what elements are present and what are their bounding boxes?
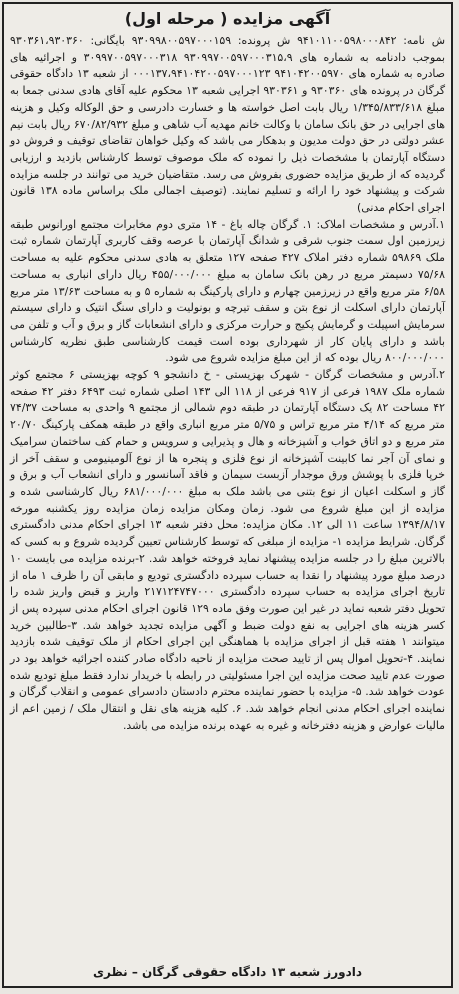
notice-body [10,33,445,735]
auction-notice [2,2,453,988]
notice-signature: دادورز شعبه ۱۳ دادگاه حقوقی گرگان – نظری [93,965,362,979]
notice-paragraph-intro: ش نامه: ۹۴۱۰۱۱۰۰۵۹۸۰۰۰۸۴۲ ش پرونده: ۹۳۰۹۹۸۰۰۵۹۷۰۰۰۱۵۹ بایگانی: ۹۳۰۳۶۱،۹۳۰۳۶۰ بموجب دادنامه به شماره های ۹۳۰۹۹۷۰۰۵۹۷۰۰۰۳۱۵،۹ ۳۰۹۹۷۰۰۵۹۷۰۰۰۳۱۸ و اجرائیه های صادره به شماره های ۹۴۱۰۴۲۰۰۵۹۷۰ ۰۰۰۱۳۷،۹۴۱۰۴۲۰۰۵۹۷۰۰۰۱۲۳ از شعبه ۱۳ دادگاه حقوقی گرگان در پرونده های ۹۳۰۳۶۰ و ۹۳۰۳۶۱ اجرایی شعبه ۱۳ محکوم علیه آقای هادی سدنی جمعا به مبلغ ۱/۳۴۵/۸۳۳/۶۱۸ ریال بابت اصل خواسته ها و خسارت دادرسی و حق الوکاله وکیل و هزینه های اجرایی در حق بانک سامان با وکالت خانم مهدیه آب شاهی و مبلغ ۶۷۰/۸۲/۹۳۲ ریال بابت نیم عشر دولتی در حق دولت مدیون و بدهکار می باشد که وکیل خواهان تقاضای توقیف و فروش دو دستگاه آپارتمان با مشخصات ذیل را نموده که ملک موصوف توسط کارشناس بازدید و ارزیابی گردیده که از طریق مزایده حضوری بفروش می رسد. متقاضیان خرید می توانند در جلسه مزایده شرکت و پیشنهاد خود را ارائه و تسلیم نمایند. (توصیف اجمالی ملک براساس ماده ۱۳۸ قانون اجرای احکام مدنی) [10,34,446,215]
notice-paragraph-property-1: ۱.آدرس و مشخصات املاک: ۱. گرگان چاله باغ - ۱۴ متری دوم مخابرات مجتمع اورانوس طبقه زیرزمین اول سمت جنوب شرقی و شدانگ آپارتمان با عرصه وقف کاربری آپارتمان شماره ثبت ملک ۵۹۸۶۹ شماره دفتر املاک ۴۲۷ صفحه ۱۲۷ متعلق به هادی سدنی محکوم علیه به مساحت ۷۵/۶۸ دسیمتر مربع در رهن بانک سامان به مبلغ ۴۵۵/۰۰۰/۰۰۰ ریال دارای انباری به مساحت ۶/۵۸ متر مربع واقع در زیرزمین چهارم و دارای پارکینگ به شماره ۵ و به مساحت ۱۳/۶۳ متر مربع آپارتمان دارای اسکلت از نوع بتن و سقف تیرچه و بونولیت و دارای سنگ انتیک و دارای سیستم سرمایش اسپیلت و گرمایش پکیج و حرارت مرکزی و دارای انشعابات گاز و برق و آب و تلفن می باشد و دارای پایان کار از شهرداری بوده است قیمت کارشناسی طبق نظریه کارشناس ۸۰۰/۰۰۰/۰۰۰ ریال بوده که از این مبلغ مزایده شروع می شود. [10,217,445,365]
notice-title: آگهی مزایده ( مرحله اول) [124,9,331,28]
notice-paragraph-property-2: ۲.آدرس و مشخصات گرگان - شهرک بهزیستی - خ دانشجو ۹ کوچه بهزیستی ۶ مجتمع کوثر شماره ملک ۱۹۸۷ فرعی از ۹۱۷ فرعی از ۱۱۸ الی ۱۴۳ اصلی شماره ثبت ۶۴۹۳ دفتر ۴۲ صفحه ۴۲ مساحت ۸۲ یک دستگاه آپارتمان در طبقه دوم شمالی از مجتمع ۹ واحدی به مساحت ۷۴/۳۷ متر مربع که ۴/۱۴ متر مربع تراس و ۵/۷۵ متر مربع انباری واقع در طبقه همکف پارکینگ ۲۰/۷۰ متر مربع و دو اتاق خواب و آشپزخانه و هال و پذیرایی و سرویس و حمام کف ساختمان سرامیک و نمای آن آجر نما کابینت آشپزخانه از نوع فلزی و پنجره ها از نوع آلومینیومی و سقف آخر از خرپا فلزی با پوشش ورق موجدار آزبست سیمان و فاقد آسانسور و دارای انشعاب آب و برق و گاز و اسکلت اعیان از نوع بتنی می باشد ملک به مبلغ ۶۸۱/۰۰۰/۰۰۰ ریال کارشناسی شده و مزایده از این مبلغ شروع می شود. زمان ومکان مزایده زمان مزایده روز یکشنبه مورخه ۱۳۹۴/۸/۱۷ ساعت ۱۱ الی ۱۲. مکان مزایده: محل دفتر شعبه ۱۳ اجرای احکام مدنی دادگستری گرگان. شرایط مزایده ۱- مزایده از مبلغی که توسط کارشناس تعیین گردیده شروع و به کسی که بالاترین مبلغ را در جلسه مزایده پیشنهاد نماید فروخته خواهد شد. ۲-برنده مزایده می بایست ۱۰ درصد مبلغ مورد پیشنهاد را نقدا به حساب سپرده دادگستری تودیع و مابقی آن را ظرف ۱ ماه از تاریخ اجرای مزایده به حساب سپرده دادگستری ۲۱۷۱۲۴۷۴۷۰۰۰ واریز و قبض واریز شده را تحویل دفتر شعبه نماید در غیر این صورت وفق ماده ۱۲۹ قانون اجرای احکام مدنی سپرده پس از کسر هزینه های اجرایی به نفع دولت ضبط و آگهی مزایده تجدید خواهد شد. ۳-طالبین خرید میتوانند ۱ هفته قبل از اجرای مزایده با هماهنگی این اجرای احکام از ملک توقیف شده بازدید نمایند. ۴-تحویل اموال پس از تایید صحت مزایده از ناحیه دادگاه صادر کننده اجرائیه خواهد بود در صورت عدم تایید صحت مزایده این اجرا مسئولیتی در رابطه با خریدار ندارد فقط مبلغ تودیع شده عودت خواهد شد. ۵- مزایده با حضور نماینده محترم دادستان دادسرای عمومی و انقلاب گرگان و نماینده اجرای احکام مدنی انجام خواهد شد. ۶. کلیه هزینه های نقل و انتقال ملک / زمین اعم از مالیات عوارض و هزینه دفترخانه و غیره به عهده برنده مزایده می باشد. [10,368,446,732]
